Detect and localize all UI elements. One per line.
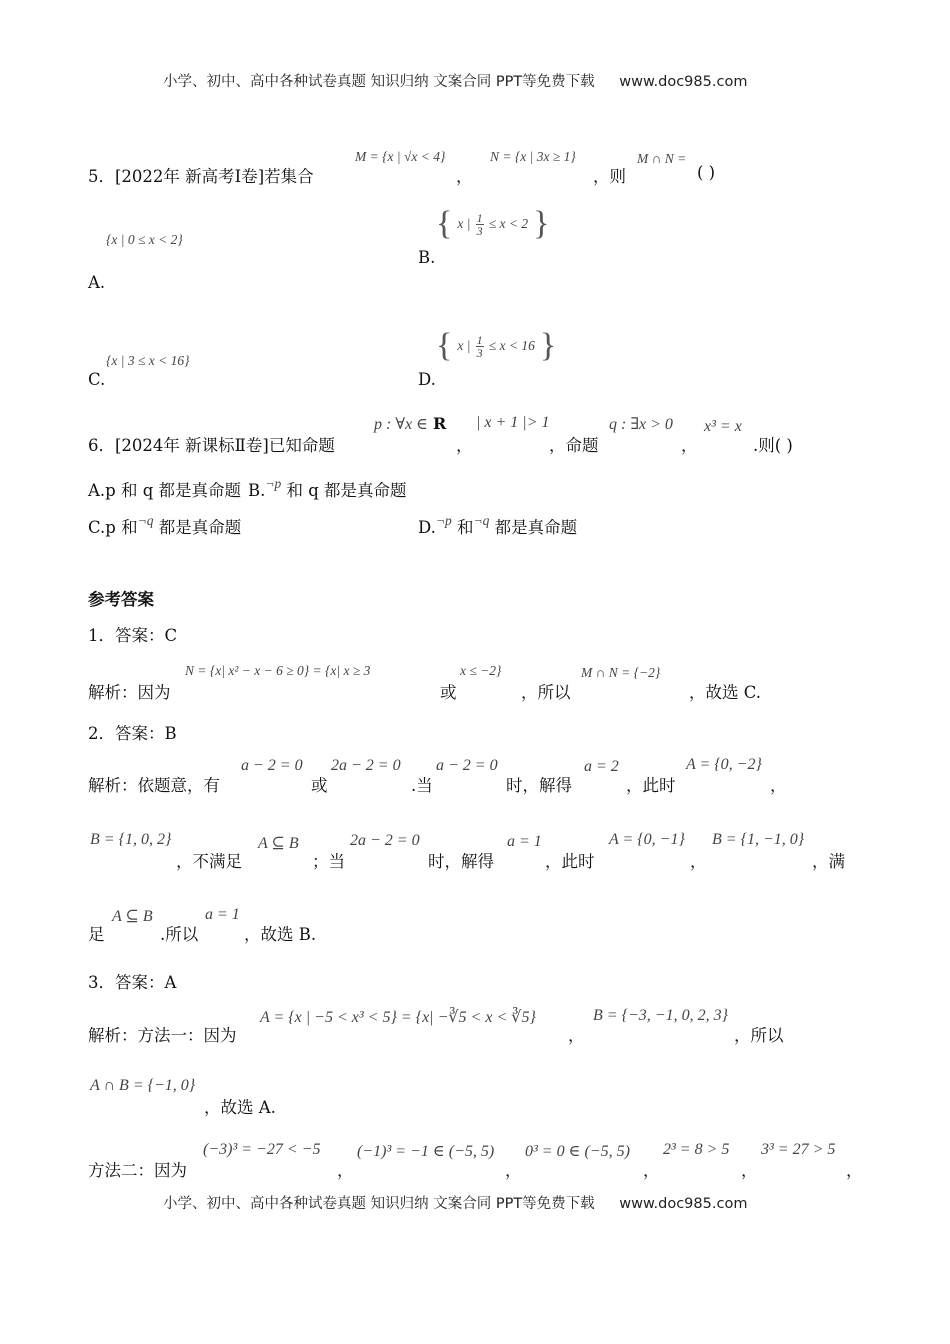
answer-3-sep-4: ， — [741, 1161, 758, 1180]
q6-mid: ，命题 — [549, 436, 599, 455]
answer-2-subset-1: A ⊆ B — [258, 835, 299, 852]
answer-2-a-eq-2: a = 2 — [584, 758, 619, 775]
footer-site: www.doc985.com — [619, 1196, 748, 1212]
q6-tail: .则( ) — [753, 436, 793, 455]
answer-2-notsat: ，不满足 — [176, 852, 242, 871]
q5-set-m: M = {x | √x < 4} — [355, 149, 446, 164]
answer-3-so: ，所以 — [734, 1026, 784, 1045]
answer-3-head: 3．答案：A — [88, 973, 177, 992]
q5-option-c-set: {x | 3 ≤ x < 16} — [106, 353, 190, 368]
q5-option-b-fraction — [476, 212, 484, 237]
q5-option-d-num: 1 — [476, 332, 483, 347]
q5-option-a-label: A. — [88, 273, 106, 292]
q5-option-b-label: B. — [418, 248, 436, 267]
q5-intersection: M ∩ N = — [637, 151, 687, 166]
q5-comma: ， — [456, 167, 473, 186]
answer-2-or: 或 — [311, 776, 328, 795]
q5-option-d-pre: x | — [457, 338, 471, 353]
answer-3-sep-5: ， — [846, 1161, 863, 1180]
q5-option-d-den: 3 — [476, 345, 483, 360]
answer-2-set-a1: A = {0, −2} — [686, 756, 762, 773]
q5-then: ，则 — [593, 167, 626, 186]
answer-2-get-2: 时，解得 — [428, 852, 494, 871]
answer-2-zu: 足 — [88, 925, 105, 944]
q6-option-a: A.p 和 q 都是真命题 — [88, 481, 242, 500]
q5-option-b-num: 1 — [476, 210, 483, 225]
page-footer — [163, 1192, 747, 1213]
answer-2-a-eq-1: a = 1 — [507, 833, 542, 850]
answer-2-so: .所以 — [160, 925, 199, 944]
answer-2-eq-3: a − 2 = 0 — [436, 757, 498, 774]
q6-prop-p-reals: R — [433, 414, 447, 433]
answer-3-sep-1: ， — [337, 1161, 354, 1180]
q6-option-c-post: 都是真命题 — [153, 518, 242, 537]
answer-2-now-2: ，此时 — [545, 852, 595, 871]
answer-3-set-b: B = {−3, −1, 0, 2, 3} — [593, 1007, 728, 1024]
q5-option-b-post: ≤ x < 2 — [488, 216, 529, 231]
q6-comma-2: ， — [681, 436, 698, 455]
footer-text: 小学、初中、高中各种试卷真题 知识归纳 文案合同 PPT等免费下载 — [163, 1196, 595, 1212]
q6-option-d-post: 都是真命题 — [489, 518, 578, 537]
answer-3-eval-4: 2³ = 8 > 5 — [663, 1141, 730, 1158]
answer-1-result: M ∩ N = {−2} — [581, 665, 661, 680]
answer-3-sep-2: ， — [505, 1161, 522, 1180]
answer-2-when: .当 — [411, 776, 433, 795]
answer-3-eval-3: 0³ = 0 ∈ (−5, 5) — [525, 1143, 630, 1160]
answer-1-head: 1．答案：C — [88, 626, 178, 645]
answer-1-lead: 解析：因为 — [88, 683, 171, 702]
q6-option-d-mid: 和 — [451, 518, 474, 537]
q5-set-n: N = {x | 3x ≥ 1} — [490, 149, 576, 164]
answer-2-get-1: 时，解得 — [506, 776, 572, 795]
answer-2-now-1: ，此时 — [626, 776, 676, 795]
q5-option-d-post: ≤ x < 16 — [488, 338, 535, 353]
answer-1-so: ，所以 — [521, 683, 571, 702]
q5-option-b-den: 3 — [476, 223, 483, 238]
q6-option-d-neg-p: ¬p — [435, 513, 452, 528]
answer-2-set-b2: B = {1, −1, 0} — [712, 831, 805, 848]
answer-2-man: ，满 — [812, 852, 845, 871]
answer-3-sep-3: ， — [643, 1161, 660, 1180]
answer-2-comma-2: ， — [690, 852, 707, 871]
q6-option-b-neg: ¬p — [265, 476, 282, 491]
q6-cube: x³ = x — [704, 418, 742, 435]
answers-title: 参考答案 — [88, 590, 154, 609]
answer-3-result: A ∩ B = {−1, 0} — [90, 1077, 196, 1094]
q6-option-b-post: 和 q 都是真命题 — [281, 481, 407, 500]
answer-2-set-b1: B = {1, 0, 2} — [90, 831, 172, 848]
answer-2-lead: 解析：依题意，有 — [88, 776, 220, 795]
q6-option-c-pre: C.p 和 — [88, 518, 138, 537]
answer-1-or: 或 — [440, 683, 457, 702]
answer-3-eval-2: (−1)³ = −1 ∈ (−5, 5) — [357, 1143, 495, 1160]
q6-option-b — [248, 477, 407, 501]
answer-1-set-n: N = {x| x² − x − 6 ≥ 0} = {x| x ≥ 3 — [185, 663, 371, 678]
answer-2-set-a2: A = {0, −1} — [609, 831, 685, 848]
answer-2-end: ，故选 B. — [244, 925, 317, 944]
page-header — [163, 70, 747, 91]
header-text: 小学、初中、高中各种试卷真题 知识归纳 文案合同 PPT等免费下载 — [163, 74, 595, 90]
q5-option-b-set: { x | $\frac{1}{3}$ ≤ x < 2 } — [436, 205, 550, 242]
q6-option-d-pre: D. — [418, 518, 436, 537]
answer-3-eval-1: (−3)³ = −27 < −5 — [203, 1141, 321, 1158]
q6-option-c — [88, 514, 241, 538]
answer-2-subset-2: A ⊆ B — [112, 908, 153, 925]
q5-paren: ( ) — [697, 163, 716, 182]
q5-option-c-label: C. — [88, 370, 106, 389]
q6-stem: 6．[2024年 新课标Ⅱ卷]已知命题 — [88, 436, 335, 455]
q6-prop-p — [374, 414, 446, 434]
answer-3-lead-2: 方法二：因为 — [88, 1161, 187, 1180]
answer-2-comma-1: ， — [770, 776, 787, 795]
q5-option-b-pre: x | — [457, 216, 471, 231]
q6-comma-1: ， — [456, 436, 473, 455]
answer-2-head: 2．答案：B — [88, 724, 177, 743]
answer-3-set-a: A = {x | −5 < x³ < 5} = {x| −∛5 < x < ∛5} — [260, 1009, 536, 1026]
q5-stem: 5．[2022年 新高考Ⅰ卷]若集合 — [88, 167, 314, 186]
answer-3-lead: 解析：方法一：因为 — [88, 1026, 237, 1045]
q6-option-d — [418, 514, 577, 538]
q6-prop-p-text: p : ∀x ∈ — [374, 416, 428, 433]
q6-prop-q: q : ∃x > 0 — [609, 416, 673, 433]
answer-3-eval-5: 3³ = 27 > 5 — [761, 1141, 836, 1158]
answer-3-end: ，故选 A. — [204, 1098, 276, 1117]
header-site: www.doc985.com — [619, 74, 748, 90]
q5-option-d-label: D. — [418, 370, 436, 389]
q5-option-d-set: { x | $\frac{1}{3}$ ≤ x < 16 } — [436, 327, 557, 364]
q5-option-d-fraction — [476, 334, 484, 359]
answer-3-comma-1: ， — [568, 1026, 585, 1045]
answer-2-a-eq-1b: a = 1 — [205, 906, 240, 923]
answer-1-branch: x ≤ −2} — [460, 663, 502, 678]
q6-abs-condition: | x + 1 |> 1 — [476, 414, 550, 431]
q6-option-c-neg: ¬q — [137, 513, 154, 528]
q6-option-d-neg-q: ¬q — [473, 513, 490, 528]
answer-2-eq-1: a − 2 = 0 — [241, 757, 303, 774]
q5-option-a-set: {x | 0 ≤ x < 2} — [106, 232, 183, 247]
answer-2-eq-2: 2a − 2 = 0 — [331, 757, 401, 774]
q6-option-b-pre: B. — [248, 481, 266, 500]
answer-1-end: ，故选 C. — [689, 683, 762, 702]
answer-2-eq-4: 2a − 2 = 0 — [350, 832, 420, 849]
answer-2-semi: ；当 — [312, 852, 345, 871]
